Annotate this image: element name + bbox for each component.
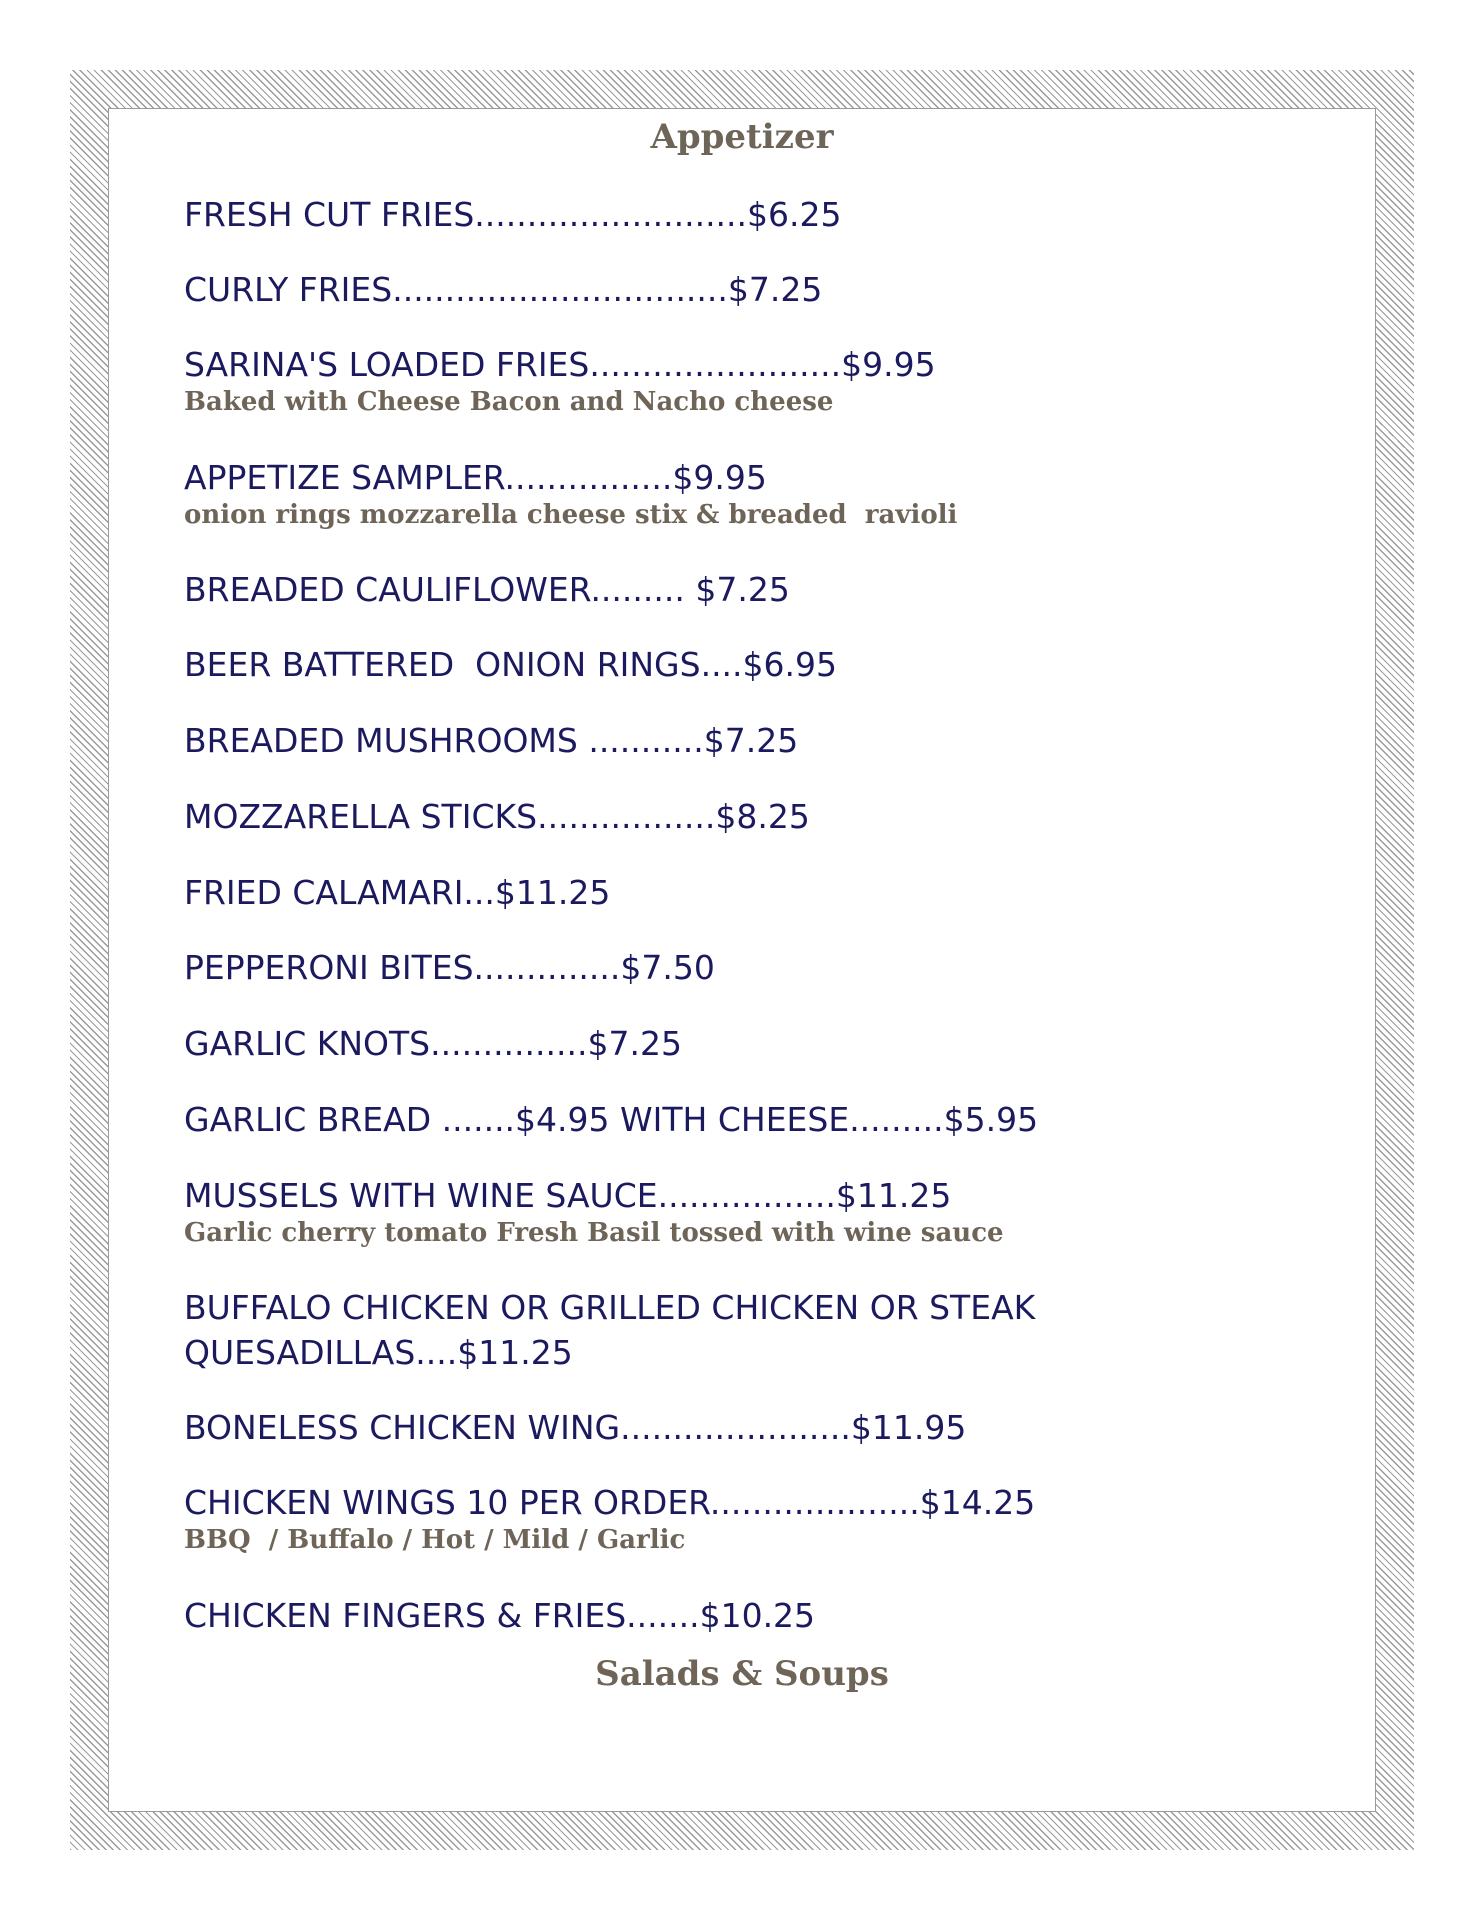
menu-item-line: BREADED CAULIFLOWER......... $7.25	[184, 570, 790, 609]
menu-item-line: FRESH CUT FRIES..........................$6.25	[184, 195, 842, 234]
menu-item-chicken-fingers	[184, 1593, 1304, 1638]
menu-item-line: GARLIC BREAD .......$4.95 WITH CHEESE.........$5.95	[184, 1100, 1039, 1139]
menu-item-mussels	[184, 1173, 1304, 1250]
menu-item-line-2: QUESADILLAS....$11.25	[184, 1333, 573, 1372]
menu-item-line: BONELESS CHICKEN WING......................$11.95	[184, 1408, 967, 1447]
menu-item-description: onion rings mozzarella cheese stix & breaded ravioli	[184, 500, 958, 530]
menu-item-boneless-chicken-wing	[184, 1405, 1304, 1450]
menu-item-garlic-knots	[184, 1021, 1304, 1066]
menu-item-appetize-sampler	[184, 455, 1304, 532]
menu-item-curly-fries	[184, 267, 1304, 312]
menu-item-line: MUSSELS WITH WINE SAUCE.................$11.25	[184, 1176, 952, 1215]
menu-item-garlic-bread	[184, 1097, 1304, 1142]
menu-item-description: Baked with Cheese Bacon and Nacho cheese	[184, 387, 834, 417]
menu-item-fried-calamari	[184, 870, 1304, 915]
section-title-appetizer: Appetizer	[650, 117, 834, 157]
menu-item-description: BBQ / Buffalo / Hot / Mild / Garlic	[184, 1525, 686, 1555]
menu-item-chicken-wings	[184, 1480, 1304, 1557]
menu-item-sarinas-loaded-fries	[184, 342, 1304, 419]
menu-item-line: PEPPERONI BITES..............$7.50	[184, 948, 715, 987]
menu-item-line: BEER BATTERED ONION RINGS....$6.95	[184, 645, 838, 684]
menu-item-line: CURLY FRIES................................$7.25	[184, 270, 823, 309]
section-title-salads-soups: Salads & Soups	[595, 1654, 889, 1694]
menu-item-breaded-mushrooms	[184, 718, 1304, 763]
menu-item-line: APPETIZE SAMPLER................$9.95	[184, 458, 767, 497]
menu-item-line: BUFFALO CHICKEN OR GRILLED CHICKEN OR STEAK	[184, 1288, 1036, 1327]
menu-item-onion-rings	[184, 642, 1304, 687]
menu-item-line: SARINA'S LOADED FRIES........................$9.95	[184, 345, 936, 384]
menu-item-mozzarella-sticks	[184, 794, 1304, 839]
menu-item-line: CHICKEN FINGERS & FRIES.......$10.25	[184, 1596, 816, 1635]
menu-item-breaded-cauliflower	[184, 567, 1304, 612]
menu-item-line: CHICKEN WINGS 10 PER ORDER....................$14.25	[184, 1483, 1036, 1522]
menu-item-fresh-cut-fries	[184, 192, 1304, 237]
menu-item-line: GARLIC KNOTS...............$7.25	[184, 1024, 682, 1063]
menu-item-description: Garlic cherry tomato Fresh Basil tossed with wine sauce	[184, 1218, 1004, 1248]
menu-item-line: FRIED CALAMARI...$11.25	[184, 873, 611, 912]
menu-item-pepperoni-bites	[184, 945, 1304, 990]
menu-item-line: BREADED MUSHROOMS ...........$7.25	[184, 721, 799, 760]
menu-item-quesadillas	[184, 1285, 1304, 1375]
menu-item-line: MOZZARELLA STICKS.................$8.25	[184, 797, 810, 836]
